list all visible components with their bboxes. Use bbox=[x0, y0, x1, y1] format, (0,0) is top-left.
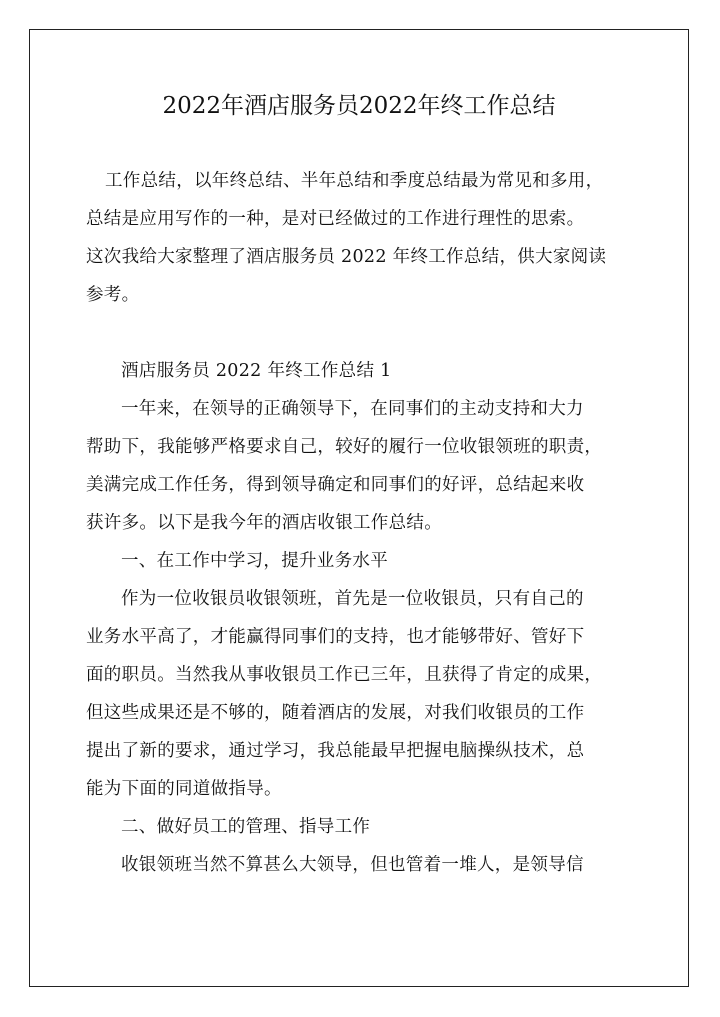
paragraph-line: 提出了新的要求，通过学习，我总能最早把握电脑操纵技术，总 bbox=[86, 741, 585, 761]
paragraph-line: 面的职员。当然我从事收银员工作已三年，且获得了肯定的成果， bbox=[86, 665, 603, 685]
intro-line: 这次我给大家整理了酒店服务员 2022 年终工作总结，供大家阅读 bbox=[86, 247, 607, 267]
heading-1: 一、在工作中学习，提升业务水平 bbox=[121, 551, 388, 571]
intro-line: 参考。 bbox=[86, 285, 140, 305]
heading-2: 二、做好员工的管理、指导工作 bbox=[121, 817, 371, 837]
paragraph-line: 一年来，在领导的正确领导下，在同事们的主动支持和大力 bbox=[121, 399, 584, 419]
paragraph-line: 美满完成工作任务，得到领导确定和同事们的好评，总结起来收 bbox=[86, 475, 585, 495]
document-title: 2022年酒店服务员2022年终工作总结 bbox=[162, 93, 556, 119]
intro-paragraph bbox=[86, 162, 634, 314]
paragraph-line: 收银领班当然不算甚么大领导，但也管着一堆人，是领导信 bbox=[121, 855, 584, 875]
paragraph-2 bbox=[86, 580, 634, 808]
paragraph-line: 获许多。以下是我今年的酒店收银工作总结。 bbox=[86, 513, 442, 533]
paragraph-line: 作为一位收银员收银领班，首先是一位收银员，只有自己的 bbox=[121, 589, 584, 609]
section-title: 酒店服务员 2022 年终工作总结 1 bbox=[121, 361, 392, 381]
paragraph-3 bbox=[86, 846, 634, 884]
intro-line: 工作总结，以年终总结、半年总结和季度总结最为常见和多用， bbox=[105, 171, 604, 191]
intro-line: 总结是应用写作的一种，是对已经做过的工作进行理性的思索。 bbox=[86, 209, 585, 229]
paragraph-line: 能为下面的同道做指导。 bbox=[86, 779, 282, 799]
paragraph-line: 帮助下，我能够严格要求自己，较好的履行一位收银领班的职责， bbox=[86, 437, 603, 457]
paragraph-1 bbox=[86, 390, 634, 542]
paragraph-line: 但这些成果还是不够的，随着酒店的发展，对我们收银员的工作 bbox=[86, 703, 585, 723]
paragraph-line: 业务水平高了，才能赢得同事们的支持，也才能够带好、管好下 bbox=[86, 627, 585, 647]
